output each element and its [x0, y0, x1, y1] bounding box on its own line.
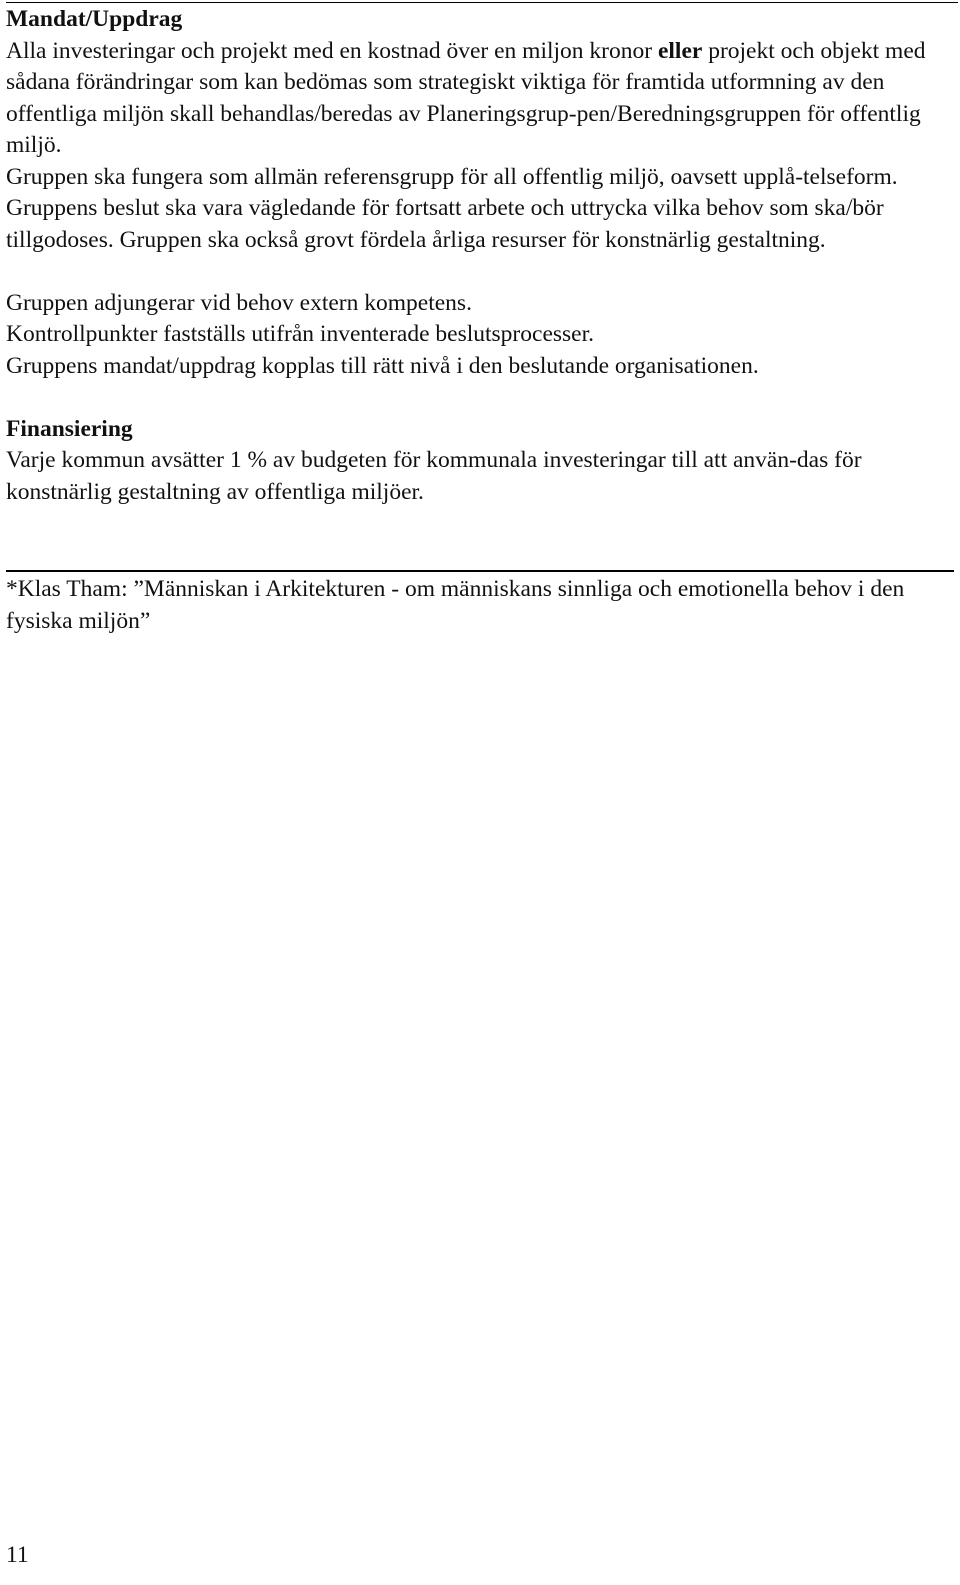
paragraph-mandat-scope-bold: eller — [657, 37, 703, 64]
paragraph-finansiering: Varje kommun avsätter 1 % av budgeten för kommunala investeringar till att använ-das för konstnärlig gestaltning av offentliga miljöer. — [6, 447, 862, 505]
heading-mandat: Mandat/Uppdrag — [6, 6, 183, 32]
paragraph-mandat-competence: Gruppen adjungerar vid behov extern kompetens. — [6, 289, 472, 316]
page-content — [6, 4, 954, 637]
footnote: *Klas Tham: ”Människan i Arkitekturen - om människans sinnliga och emotionella behov i den fysiska miljön” — [6, 576, 905, 634]
paragraph-mandat-level: Gruppens mandat/uppdrag kopplas till rätt nivå i den beslutande organisationen. — [6, 352, 759, 379]
paragraph-mandat-scope-part2: projekt och objekt med sådana förändringar som kan bedömas som strategiskt viktiga för framtida utformning av den offentliga miljön skall behandlas/beredas av Planeringsgrup-pen/Beredningsgruppen för offentlig miljö. — [6, 37, 926, 158]
top-rule — [6, 2, 958, 3]
paragraph-mandat-scope-part1: Alla investeringar och projekt med en kostnad över en miljon kronor — [6, 37, 658, 64]
spacer — [6, 256, 954, 288]
paragraph-mandat-reference: Gruppen ska fungera som allmän referensgrupp för all offentlig miljö, oavsett upplå-telseform. — [6, 163, 898, 190]
spacer — [6, 382, 954, 414]
paragraph-mandat-checkpoints: Kontrollpunkter fastställs utifrån inventerade beslutsprocesser. — [6, 321, 594, 347]
paragraph-mandat-decisions: Gruppens beslut ska vara vägledande för fortsatt arbete och uttrycka vilka behov som ska/bör tillgodoses. Gruppen ska också grovt fördela årliga resurser för konstnärlig gestaltning. — [6, 195, 884, 253]
heading-finansiering: Finansiering — [6, 415, 133, 442]
page-number: 11 — [6, 1542, 29, 1568]
paragraph-mandat-scope — [6, 36, 954, 162]
spacer — [6, 508, 954, 570]
